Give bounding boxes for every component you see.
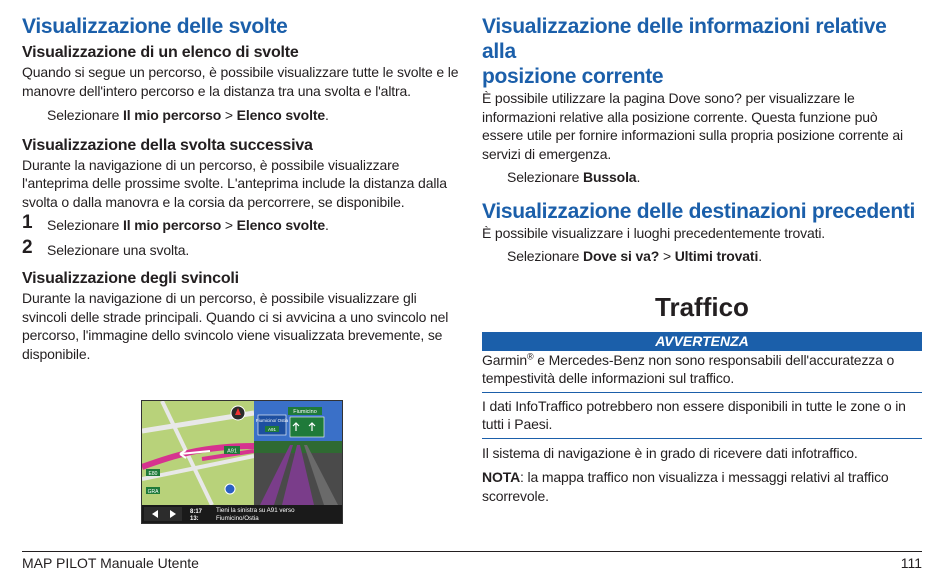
footer-manual-title: MAP PILOT Manuale Utente — [22, 555, 199, 571]
instruction-line-2: Fiumicino/Ostia — [216, 515, 259, 522]
paragraph-line: È possibile utilizzare la pagina Dove sono? per visualizzare le — [482, 90, 855, 106]
paragraph-line: servizi di emergenza. — [482, 145, 612, 162]
subheading-junctions: Visualizzazione degli svincoli — [22, 270, 239, 287]
section-title-position-line-2: posizione corrente — [482, 65, 664, 88]
paragraph-line: I dati InfoTraffico potrebbero non essere disponibili in tutte le zone o in — [482, 397, 906, 414]
paragraph-line: essere utile per fornire informazioni sulla propria posizione corrente ai — [482, 127, 903, 143]
time-1: 8:17 — [190, 509, 203, 515]
chapter-title-traffic: Traffico — [655, 291, 749, 322]
warning-text-line: Garmin® e Mercedes-Benz non sono responsabili dell'accuratezza o — [482, 350, 895, 368]
road-label-a91-map: A91 — [227, 448, 237, 455]
paragraph-line: Quando si segue un percorso, è possibile visualizzare tutte le svolte e le — [22, 64, 459, 80]
footer-page-number: 111 — [900, 555, 922, 571]
navigation-screenshot — [141, 400, 343, 524]
sign-left-badge: A91 — [267, 427, 277, 432]
subheading-next-turn: Visualizzazione della svolta successiva — [22, 136, 313, 154]
paragraph-line: Il sistema di navigazione è in grado di ricevere dati infotraffico. — [482, 444, 858, 461]
road-label-e80: E80 — [148, 471, 158, 477]
footer-divider — [22, 551, 922, 552]
paragraph-line: informazioni relative alla posizione corrente. Questa funzione può — [482, 108, 878, 125]
paragraph-line: È possibile visualizzare i luoghi precedentemente trovati. — [482, 224, 826, 241]
paragraph-line: Durante la navigazione di un percorso, è possibile visualizzare — [22, 156, 400, 173]
sign-top: Fiumicino — [293, 409, 317, 415]
junction-view-graphic — [142, 401, 342, 523]
instruction-step: Selezionare Dove si va? > Ultimi trovati. — [507, 248, 762, 264]
left-column — [22, 14, 462, 363]
paragraph-line: percorso, l'immagine dello svincolo viene visualizzata brevemente, se — [22, 327, 443, 343]
section-title-turns: Visualizzazione delle svolte — [22, 15, 288, 38]
sign-left: Fiumicino/ Ostia — [255, 418, 289, 423]
note-line: scorrevole. — [482, 487, 549, 504]
paragraph-line: tutti i Paesi. — [482, 416, 553, 432]
paragraph-line: svincoli delle strade principali. Quando ci si avvicina a uno svincolo nel — [22, 308, 449, 325]
road-label-gra: GRA — [147, 489, 159, 495]
paragraph-line: Durante la navigazione di un percorso, è possibile visualizzare gli — [22, 290, 417, 306]
time-2: 13: — [190, 516, 199, 522]
warning-banner: AVVERTENZA — [482, 332, 922, 351]
instruction-step: Selezionare Il mio percorso > Elenco svolte. — [47, 107, 329, 123]
numbered-step: 2 Selezionare una svolta. — [22, 236, 190, 258]
paragraph-line: manovre dell'intero percorso e la distanza tra una svolta e l'altra. — [22, 82, 411, 99]
section-title-position-line-1: Visualizzazione delle informazioni relative alla — [482, 15, 887, 63]
instruction-step: Selezionare Bussola. — [507, 169, 641, 185]
right-column — [482, 14, 922, 505]
instruction-line-1: Tieni la sinistra su A91 verso — [216, 507, 295, 514]
paragraph-line: disponibile. — [22, 345, 91, 362]
note-line: NOTA: la mappa traffico non visualizza i messaggi relativi al traffico — [482, 469, 889, 485]
paragraph-line: l'anteprima delle prossime svolte. L'anteprima include la distanza dalla — [22, 175, 447, 191]
subheading-turn-list: Visualizzazione di un elenco di svolte — [22, 44, 299, 61]
paragraph-line: svolta o dalla manovra e la corsia da percorrere, se disponibile. — [22, 193, 405, 210]
warning-text-line: tempestività delle informazioni sul traffico. — [482, 370, 735, 386]
numbered-step: 1 Selezionare Il mio percorso > Elenco svolte. — [22, 212, 329, 233]
section-title-recent-destinations: Visualizzazione delle destinazioni precedenti — [482, 199, 916, 223]
